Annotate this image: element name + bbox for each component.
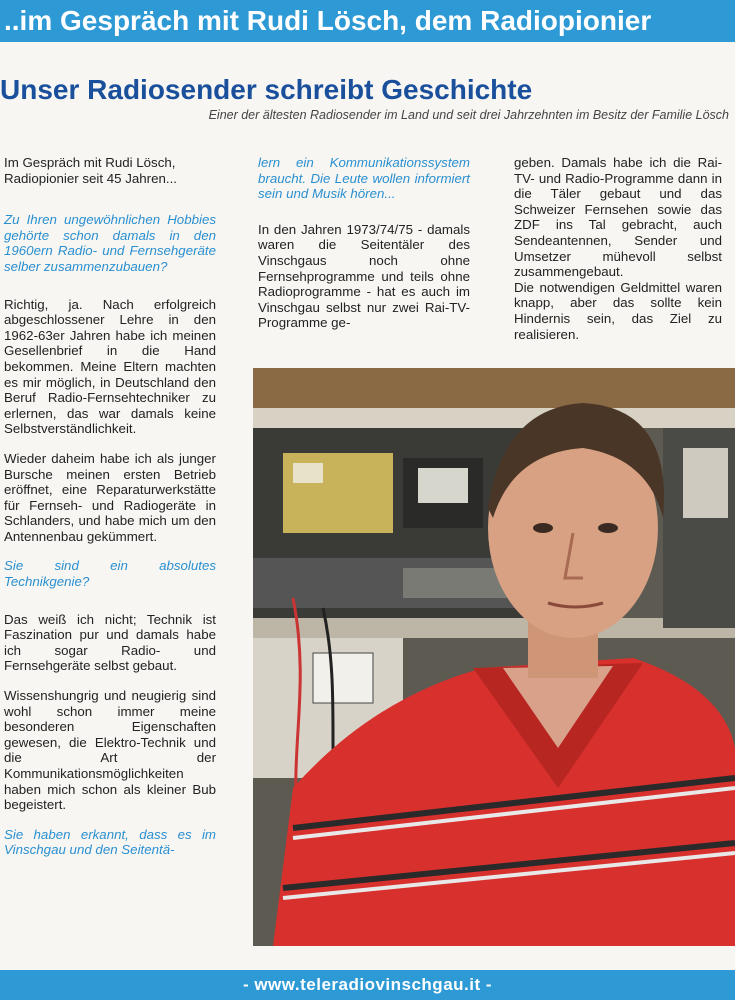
answer-paragraph-3: Das weiß ich nicht; Technik ist Faszination pur und damals habe ich sogar Radio- und Fernsehgeräte selbst gebaut. [4, 611, 216, 674]
question-3: Sie haben erkannt, dass es im Vinschgau und den Seitentä- [4, 826, 216, 858]
intro-paragraph: Im Gespräch mit Rudi Lösch, Radiopionier seit 45 Jahren... [4, 155, 177, 186]
answer-paragraph-5: In den Jahren 1973/74/75 - damals waren die Seitentäler des Vinschgaus noch ohne Fernsehprogramme und teils ohne Radioprogramme - hat es auch im Vinschgau selbst nur zwei Rai-TV-Programme ge- [258, 221, 470, 331]
footer-banner [0, 970, 735, 1000]
article-headline: Unser Radiosender schreibt Geschichte [0, 74, 533, 105]
answer-paragraph-1: Richtig, ja. Nach erfolgreich abgeschlossener Lehre in den 1962-63er Jahren habe ich meinen Gesellenbrief in die Hand bekommen. Meine Eltern machten es mir möglich, in Deutschland den Beruf Radio-Fernsehtechniker zu erlernen, das war damals keine Selbstverständlichkeit. [4, 296, 216, 437]
question-1: Zu Ihren ungewöhnlichen Hobbies gehörte schon damals in den 1960ern Radio- und Fernsehgeräte selber zusammenzubauen? [4, 212, 216, 274]
footer-url[interactable]: - www.teleradiovinschgau.it - [242, 975, 493, 994]
portrait-photo [253, 368, 735, 946]
text-column-3 [514, 155, 722, 356]
answer-paragraph-6: Die notwendigen Geldmittel waren knapp, aber das sollte kein Hindernis sein, das Ziel zu realisieren. [514, 279, 722, 342]
answer-paragraph-2: Wieder daheim habe ich als junger Bursche meinen ersten Betrieb eröffnet, eine Reparaturwerkstätte für Fernseh- und Radiogeräte in Schlanders, und habe mich um den Antennenbau gekümmert. [4, 450, 216, 544]
text-column-2 [258, 155, 470, 345]
text-column-1 [4, 155, 216, 858]
banner-title: ..im Gespräch mit Rudi Lösch, dem Radiopionier [4, 5, 652, 36]
photo-illustration [253, 368, 735, 946]
top-banner [0, 0, 735, 42]
article-subheadline: Einer der ältesten Radiosender im Land und seit drei Jahrzehnten im Besitz der Familie Lösch [208, 108, 729, 122]
answer-paragraph-5-continued: geben. Damals habe ich die Rai-TV- und Radio-Programme dann in die Täler gebaut und das Schweizer Fernsehen sowie das ZDF ins Tal gebracht, auch Sendeantennen, Sender und Umsetzer mühevoll selbst zusammengebaut. [514, 155, 722, 280]
question-3-continued: lern ein Kommunikationssystem braucht. Die Leute wollen informiert sein und Musik hören... [258, 155, 470, 202]
answer-paragraph-4: Wissenshungrig und neugierig sind wohl schon immer meine besonderen Eigenschaften gewesen, die Elektro-Technik und die Art der Kommunikationsmöglichkeiten haben mich schon als kleiner Bub begeistert. [4, 688, 216, 813]
question-2: Sie sind ein absolutes Technikgenie? [4, 558, 216, 590]
